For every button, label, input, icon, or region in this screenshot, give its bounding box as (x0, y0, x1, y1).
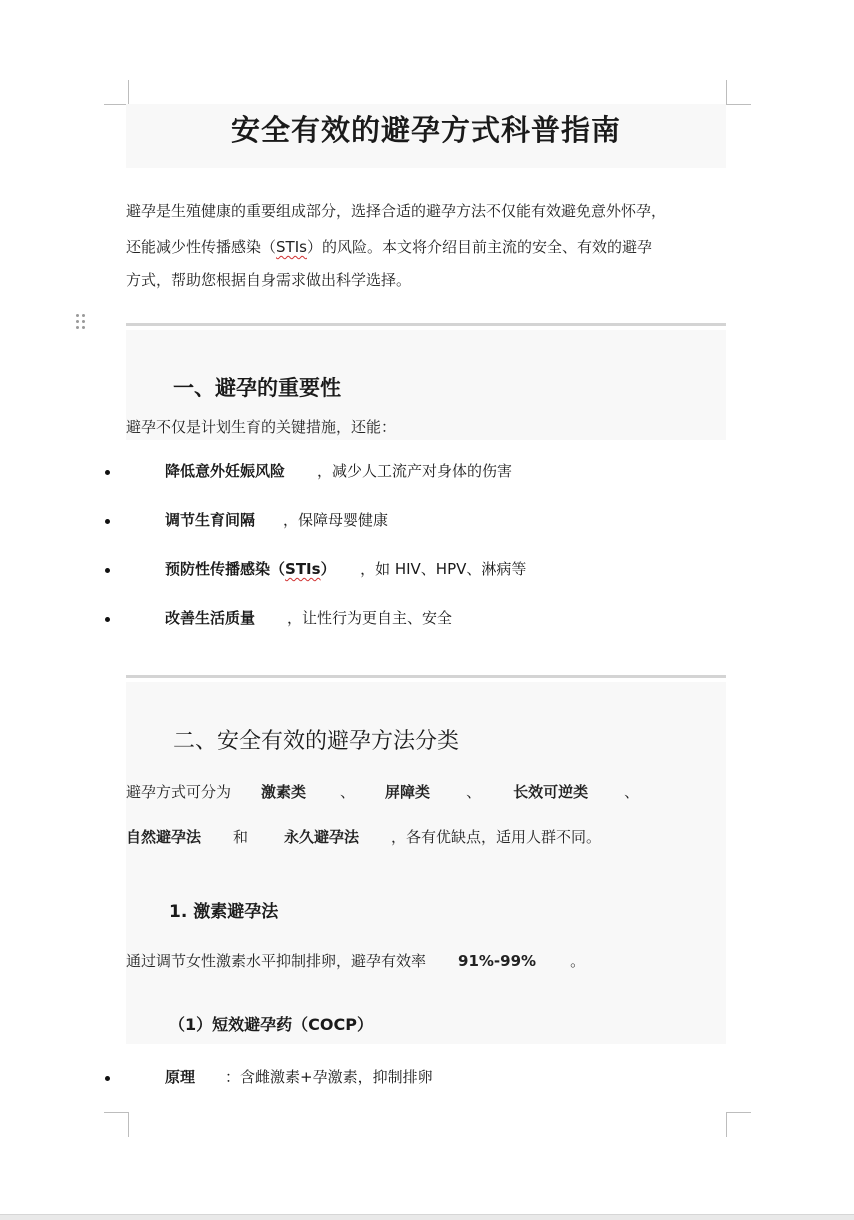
desc-text: 。 (570, 952, 586, 970)
bullet-rest: ：含雌激素+孕激素，抑制排卵 (225, 1068, 433, 1086)
bullet-rest: ，减少人工流产对身体的伤害 (317, 462, 513, 480)
category-larc: 长效可逆类 (513, 783, 589, 801)
bullet-bold: 降低意外妊娠风险 (165, 462, 286, 480)
effectiveness-rate: 91%-99% (458, 952, 537, 970)
separator: 、 (340, 783, 356, 801)
bullet-dot (105, 617, 110, 622)
category-hormonal: 激素类 (261, 783, 307, 801)
document-title: 安全有效的避孕方式科普指南 (230, 113, 621, 147)
list-item (165, 460, 512, 481)
bullet-dot (105, 568, 110, 573)
section1-lead: 避孕不仅是计划生育的关键措施，还能： (126, 418, 397, 436)
lead-text: ，各有优缺点，适用人群不同。 (391, 828, 602, 846)
block-drag-handle-icon[interactable] (76, 314, 86, 332)
margin-corner-bottom-right (726, 1112, 751, 1137)
intro-line-3: 方式，帮助您根据自身需求做出科学选择。 (126, 271, 412, 289)
intro-line-1: 避孕是生殖健康的重要组成部分，选择合适的避孕方法不仅能有效避免意外怀孕， (126, 202, 667, 220)
section2-lead-line-2 (126, 826, 601, 847)
bullet-rest: ，如 HIV、HPV、淋病等 (360, 560, 527, 578)
list-item (165, 607, 452, 628)
bullet-bold: 预防性传播感染（ (165, 560, 286, 578)
category-permanent: 永久避孕法 (284, 828, 360, 846)
category-barrier: 屏障类 (385, 783, 431, 801)
margin-corner-bottom-left (104, 1112, 129, 1137)
lead-text: 避孕方式可分为 (126, 783, 232, 801)
margin-corner-top-right (726, 80, 751, 105)
bullet-bold: ） (320, 560, 329, 578)
bullet-bold: 调节生育间隔 (165, 511, 256, 529)
separator: 、 (624, 783, 640, 801)
section2-lead-line-1 (126, 781, 639, 802)
bullet-rest: ，让性行为更自主、安全 (287, 609, 453, 627)
bullet-bold: 原理 (165, 1068, 196, 1086)
list-item (165, 1066, 433, 1087)
intro-text: ）的风险。本文将介绍目前主流的安全、有效的避孕 (306, 238, 652, 256)
bullet-dot (105, 470, 110, 475)
list-item (165, 558, 526, 579)
section-divider-1 (126, 323, 726, 326)
lead-text: 和 (233, 828, 249, 846)
intro-text: 还能减少性传播感染（ (126, 238, 277, 256)
section2-heading: 二、安全有效的避孕方法分类 (173, 729, 460, 754)
intro-line-2 (126, 236, 652, 257)
subsection-heading: 1. 激素避孕法 (169, 902, 279, 922)
sti-abbrev: STIs (276, 238, 307, 256)
bullet-bold: 改善生活质量 (165, 609, 256, 627)
subsubsection-heading: （1）短效避孕药（COCP） (169, 1015, 373, 1034)
section1-heading: 一、避孕的重要性 (173, 376, 341, 400)
bullet-rest: ，保障母婴健康 (283, 511, 389, 529)
section-divider-2 (126, 675, 726, 678)
category-natural: 自然避孕法 (126, 828, 202, 846)
separator: 、 (466, 783, 482, 801)
subsection-desc (126, 950, 585, 971)
list-item (165, 509, 388, 530)
desc-text: 通过调节女性激素水平抑制排卵，避孕有效率 (126, 952, 427, 970)
bullet-dot (105, 1076, 110, 1081)
margin-corner-top-left (104, 80, 129, 105)
bullet-dot (105, 519, 110, 524)
sti-abbrev: STIs (285, 560, 321, 578)
